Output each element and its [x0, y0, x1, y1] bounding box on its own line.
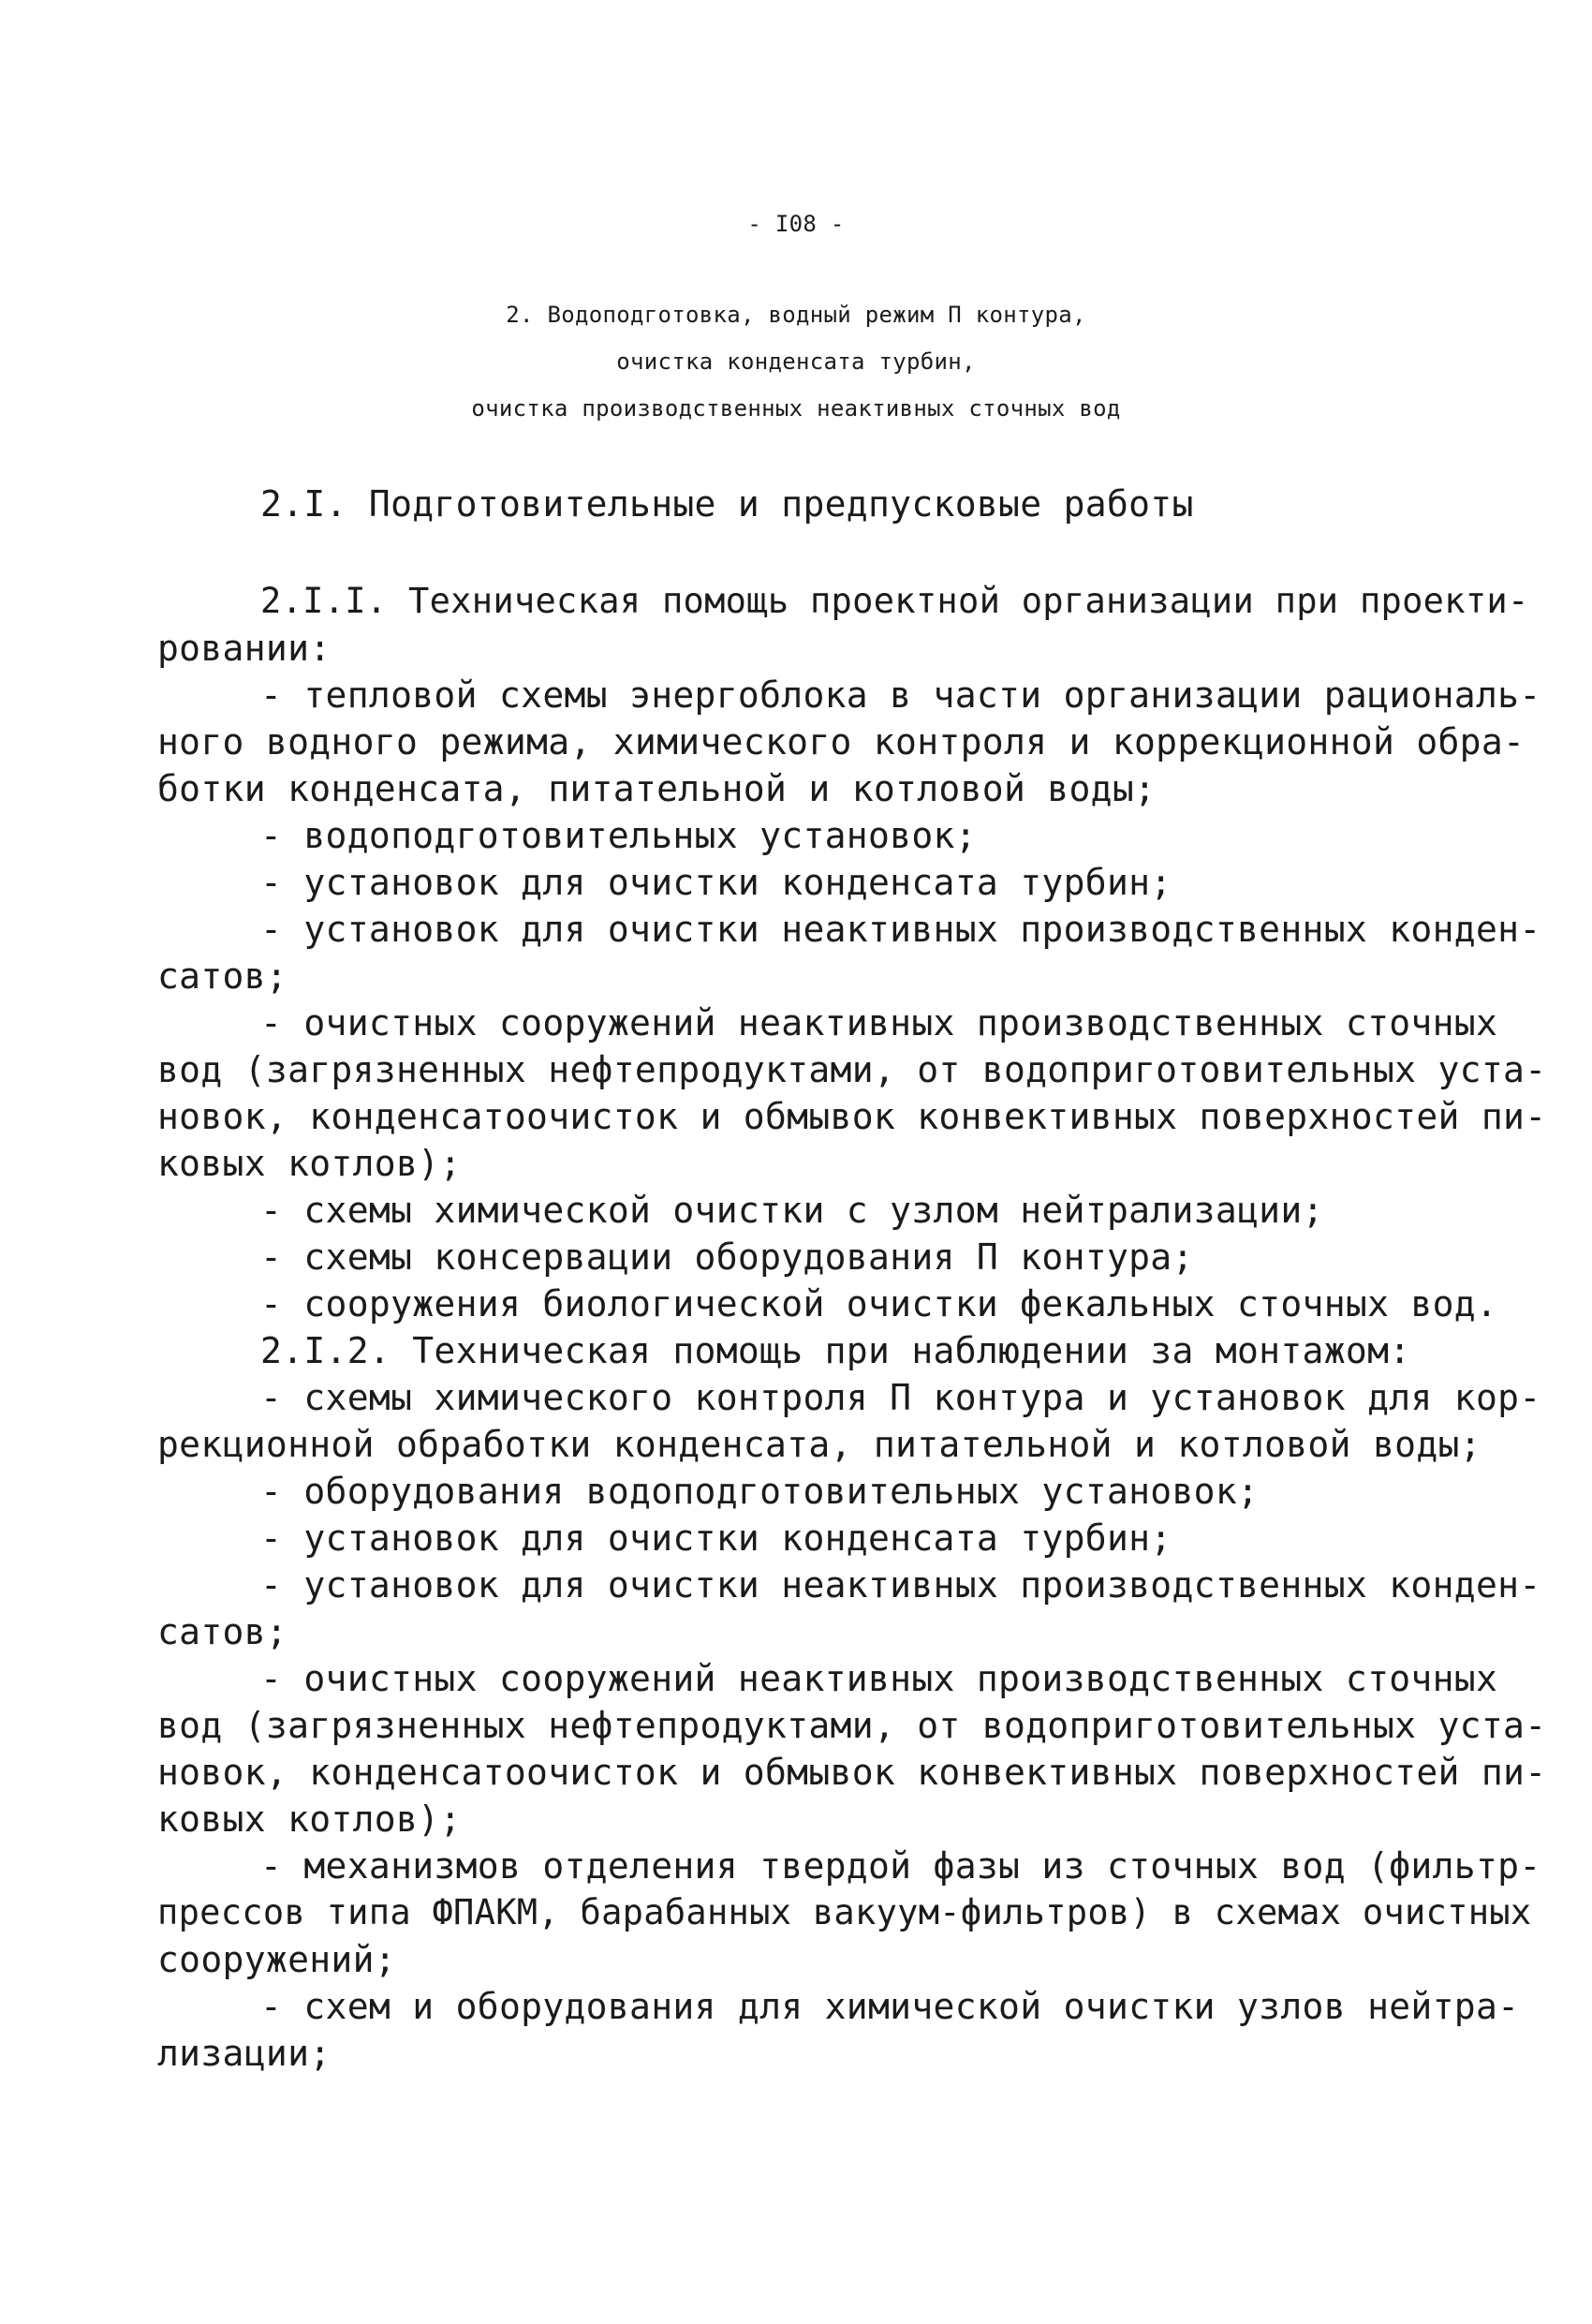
body-line: 2.I.2. Техническая помощь при наблюдении за монтажом: [260, 1330, 1411, 1371]
body-line: - оборудования водоподготовительных установок; [260, 1471, 1260, 1512]
body-line: - тепловой схемы энергоблока в части организации рациональ- [260, 674, 1541, 716]
body-line: сатов; [157, 1611, 288, 1652]
body-line: - установок для очистки неактивных производственных конден- [260, 1564, 1541, 1606]
body-line: - установок для очистки конденсата турбин; [260, 862, 1172, 903]
body-line: ковых котлов); [157, 1143, 462, 1184]
body-line: лизации; [157, 2033, 332, 2074]
body-line: - механизмов отделения твердой фазы из сточных вод (фильтр- [260, 1845, 1541, 1887]
body-line: - установок для очистки неактивных производственных конден- [260, 909, 1541, 950]
body-line: новок, конденсатоочисток и обмывок конвективных поверхностей пи- [157, 1752, 1547, 1793]
subsection-heading: 2.I. Подготовительные и предпусковые работы [260, 483, 1194, 525]
section-title-line-3: очистка производственных неактивных сточных вод [471, 395, 1121, 422]
body-line: вод (загрязненных нефтепродуктами, от водоприготовительных уста- [157, 1705, 1547, 1746]
body-line: прессов типа ФПАКМ, барабанных вакуум-фильтров) в схемах очистных [157, 1892, 1532, 1932]
body-line: ровании: [157, 628, 332, 669]
body-line: рекционной обработки конденсата, питательной и котловой воды; [157, 1424, 1481, 1465]
body-line: - схем и оборудования для химической очистки узлов нейтра- [260, 1986, 1520, 2027]
body-line: ковых котлов); [157, 1799, 462, 1840]
body-line: - сооружения биологической очистки фекальных сточных вод. [260, 1283, 1498, 1325]
body-line: - схемы химической очистки с узлом нейтрализации; [260, 1190, 1324, 1231]
section-title-line-1: 2. Водоподготовка, водный режим П контура, [506, 302, 1086, 328]
section-title-line-2: очистка конденсата турбин, [616, 348, 976, 375]
body-line: новок, конденсатоочисток и обмывок конвективных поверхностей пи- [157, 1096, 1547, 1137]
body-line: - схемы консервации оборудования П контура; [260, 1236, 1194, 1278]
body-line: 2.I.I. Техническая помощь проектной организации при проекти- [260, 581, 1529, 621]
body-line: вод (загрязненных нефтепродуктами, от водоприготовительных уста- [157, 1049, 1547, 1090]
body-line: - очистных сооружений неактивных производственных сточных [260, 1002, 1498, 1044]
page-number: - I08 - [747, 211, 845, 237]
body-line: ного водного режима, химического контроля и коррекционной обра- [157, 721, 1526, 762]
body-line: - очистных сооружений неактивных производственных сточных [260, 1658, 1498, 1699]
body-line: ботки конденсата, питательной и котловой воды; [157, 768, 1157, 809]
body-line: - схемы химического контроля П контура и установок для кор- [260, 1377, 1541, 1418]
body-line: - установок для очистки конденсата турбин; [260, 1517, 1172, 1559]
body-line: сатов; [157, 955, 288, 997]
body-line: - водоподготовительных установок; [260, 815, 977, 856]
body-line: сооружений; [157, 1939, 396, 1980]
